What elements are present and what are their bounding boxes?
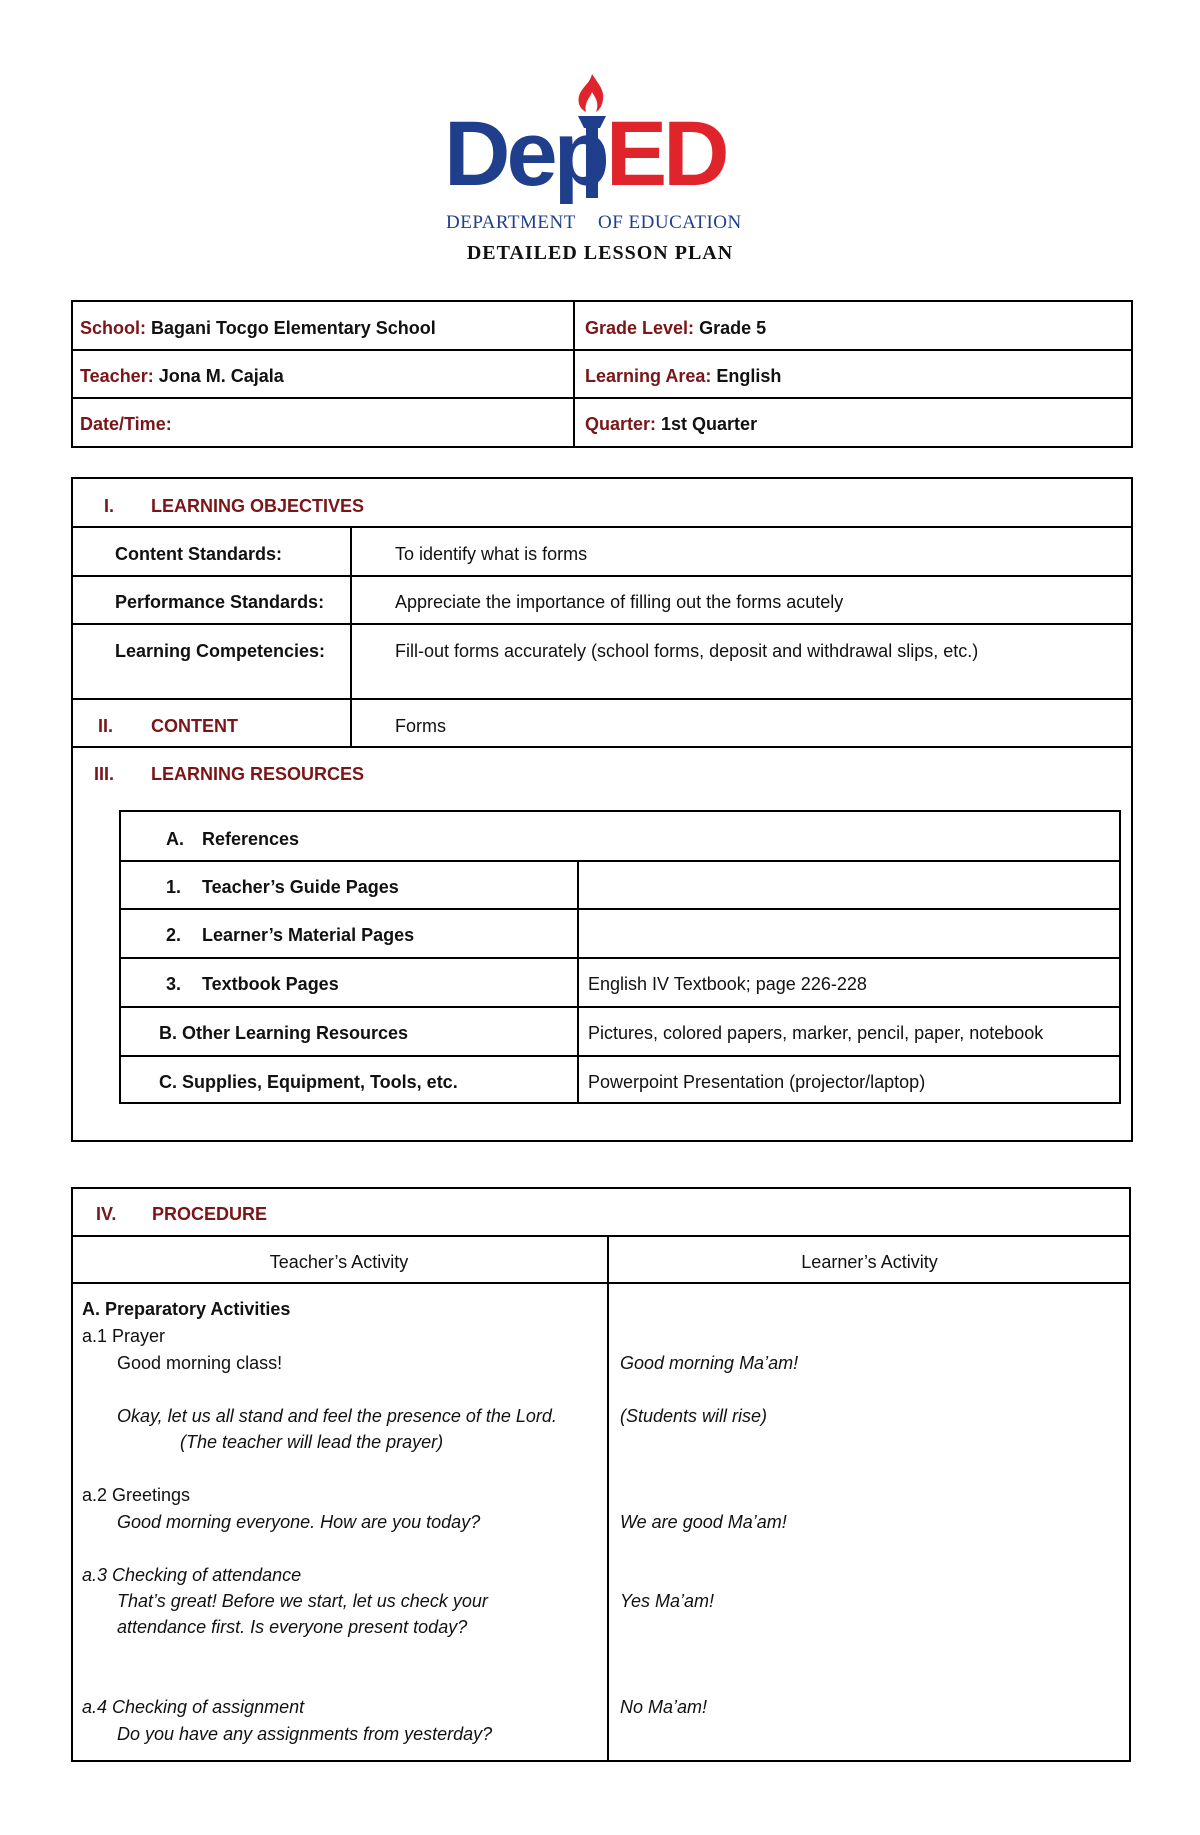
date-label: Date/Time: <box>80 414 172 434</box>
quarter-value: 1st Quarter <box>661 414 758 434</box>
attendance-teacher-line: attendance first. Is everyone present today? <box>117 1617 468 1637</box>
greetings-learner-line: We are good Ma’am! <box>620 1512 787 1532</box>
textbook-pages-value: English IV Textbook; page 226-228 <box>588 974 867 994</box>
teacher-value: Jona M. Cajala <box>158 366 284 386</box>
textbook-pages-label: Textbook Pages <box>202 974 339 994</box>
grade-label: Grade Level: <box>585 318 695 338</box>
objectives-heading: LEARNING OBJECTIVES <box>151 496 365 516</box>
resources-num: III. <box>94 764 115 784</box>
objectives-num: I. <box>104 496 115 516</box>
references-num: A. <box>166 829 184 849</box>
prayer-teacher-line: Good morning class! <box>117 1353 283 1373</box>
logo-of-education: OF EDUCATION <box>598 212 742 233</box>
resources-heading: LEARNING RESOURCES <box>151 764 365 784</box>
reference-row-num: 1. <box>166 877 182 897</box>
references-label: References <box>202 829 300 849</box>
content-heading: CONTENT <box>151 716 238 736</box>
other-resources-value: Pictures, colored papers, marker, pencil, paper, notebook <box>588 1023 1044 1043</box>
deped-logo <box>440 72 770 232</box>
procedure-num: IV. <box>96 1204 117 1224</box>
logo-ed: ED <box>605 103 726 205</box>
assignment-teacher-line: Do you have any assignments from yesterday? <box>117 1724 493 1744</box>
logo-department: DEPARTMENT <box>446 212 576 233</box>
learning-competencies-label: Learning Competencies: <box>115 641 326 661</box>
preparatory-heading: A. Preparatory Activities <box>82 1299 291 1319</box>
assignment-learner-line: No Ma’am! <box>620 1697 708 1717</box>
logo-dep: Dep <box>444 103 606 205</box>
prayer-learner-line: Good morning Ma’am! <box>620 1353 799 1373</box>
school-value: Bagani Tocgo Elementary School <box>151 318 436 338</box>
area-value: English <box>716 366 782 386</box>
reference-row-num: 3. <box>166 974 182 994</box>
attendance-teacher-line: That’s great! Before we start, let us check your <box>117 1591 488 1611</box>
grade-value: Grade 5 <box>699 318 767 338</box>
area-label: Learning Area: <box>585 366 712 386</box>
document-title: DETAILED LESSON PLAN <box>466 242 734 264</box>
school-label: School: <box>80 318 146 338</box>
assignment-label: a.4 Checking of assignment <box>82 1697 305 1717</box>
attendance-label: a.3 Checking of attendance <box>82 1565 302 1585</box>
prayer-label: a.1 Prayer <box>82 1326 166 1346</box>
supplies-label: C. Supplies, Equipment, Tools, etc. <box>159 1072 458 1092</box>
reference-row-num: 2. <box>166 925 182 945</box>
teacher-label: Teacher: <box>80 366 154 386</box>
learners-material-label: Learner’s Material Pages <box>202 925 415 945</box>
content-num: II. <box>98 716 114 736</box>
prayer-teacher-line: Okay, let us all stand and feel the presence of the Lord. <box>117 1406 557 1426</box>
performance-standards-label: Performance Standards: <box>115 592 325 612</box>
content-standards-label: Content Standards: <box>115 544 283 564</box>
teachers-guide-label: Teacher’s Guide Pages <box>202 877 399 897</box>
supplies-value: Powerpoint Presentation (projector/laptop) <box>588 1072 926 1092</box>
quarter-label: Quarter: <box>585 414 657 434</box>
procedure-table <box>71 1187 1131 1762</box>
prayer-learner-line: (Students will rise) <box>620 1406 768 1426</box>
attendance-learner-line: Yes Ma’am! <box>620 1591 715 1611</box>
procedure-heading: PROCEDURE <box>152 1204 268 1224</box>
learner-activity-header: Learner’s Activity <box>801 1252 938 1272</box>
content-value: Forms <box>395 716 446 736</box>
other-resources-label: B. Other Learning Resources <box>159 1023 409 1043</box>
teacher-activity-header: Teacher’s Activity <box>269 1252 409 1272</box>
greetings-teacher-line: Good morning everyone. How are you today? <box>117 1512 481 1532</box>
content-standards-value: To identify what is forms <box>395 544 588 564</box>
prayer-teacher-line: (The teacher will lead the prayer) <box>180 1432 444 1452</box>
performance-standards-value: Appreciate the importance of filling out the forms acutely <box>395 592 844 612</box>
learning-competencies-value: Fill-out forms accurately (school forms, deposit and withdrawal slips, etc.) <box>395 641 979 661</box>
greetings-label: a.2 Greetings <box>82 1485 191 1505</box>
